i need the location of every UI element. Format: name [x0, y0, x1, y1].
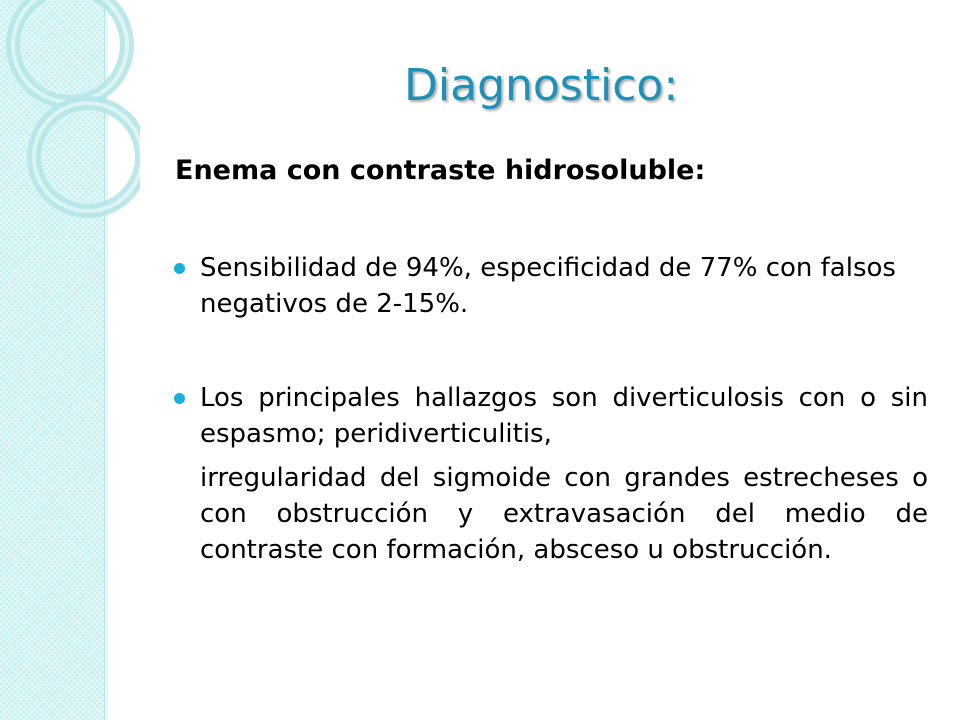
decorative-rings — [0, 0, 140, 260]
bullet-item-findings — [200, 380, 928, 452]
ring-large-inner — [13, 0, 127, 102]
bullet-item-sensitivity — [200, 250, 928, 322]
bullet-text: Sensibilidad de 94%, especificidad de 77% con falsos negativos de 2-15%. — [200, 253, 896, 319]
bullet-icon — [174, 263, 185, 274]
continuation-text: irregularidad del sigmoide con grandes estrecheses o con obstrucción y extravasación del medio de contraste con formación, absceso u obstrucción. — [200, 463, 928, 565]
ring-small-inner — [34, 103, 140, 211]
slide-title: Diagnostico: — [404, 60, 679, 111]
slide-subtitle: Enema con contraste hidrosoluble: — [175, 155, 706, 186]
bullet-text: Los principales hallazgos son diverticulosis con o sin espasmo; peridiverticulitis, — [200, 383, 928, 449]
bullet-continuation — [200, 460, 928, 568]
bullet-icon — [174, 393, 185, 404]
